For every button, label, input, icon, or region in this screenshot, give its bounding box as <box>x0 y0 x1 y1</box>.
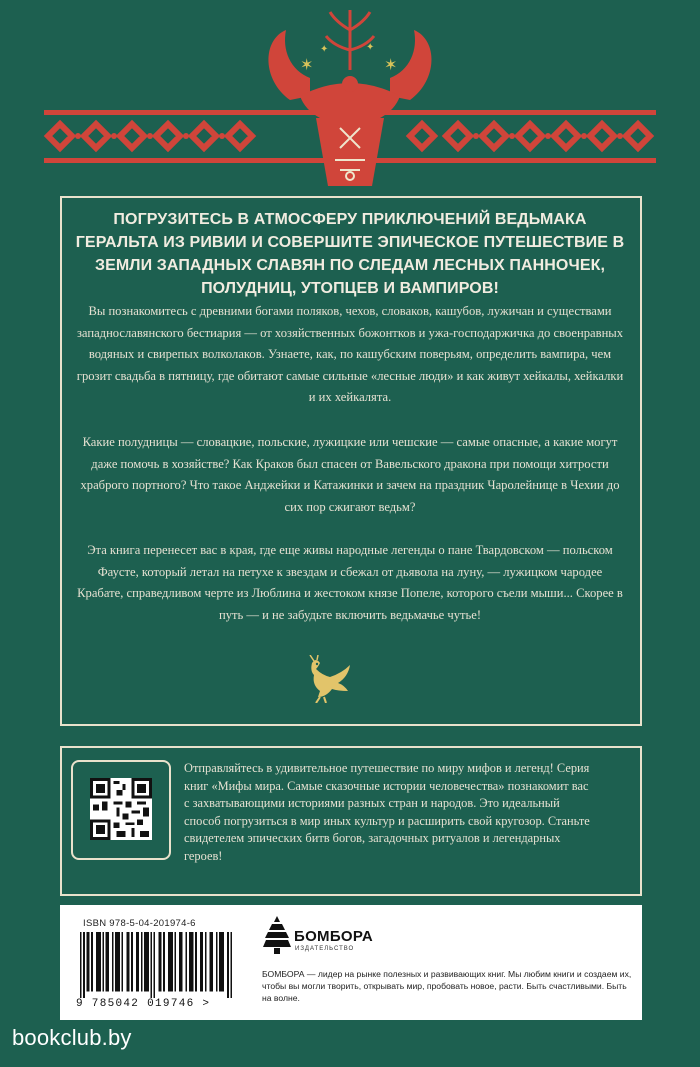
firebird-icon <box>298 655 354 703</box>
description-paragraph-2: Какие полудницы — словацкие, польские, лужицкие или чешские — самые опасные, а какие могут даже помочь в хозяйстве? Как Краков был спасен от Вавельского дракона при помощи хитрости храброго портного? Что такое Анджейки и Катажинки и зачем на праздник Чаролейнице в Чехии до сих пор сжигают ведьм? <box>80 435 620 514</box>
series-description: Отправляйтесь в удивительное путешествие по миру мифов и легенд! Серия книг «Мифы мира. Самые сказочные истории человечества» познакомит вас с захватывающими историями разных стран и народов. Это идеальный способ погрузиться в мир иных культур и расширить свой кругозор. Станьте свидетелем эпических битв богов, загадочных ритуалов и легендарных героев! <box>184 761 590 863</box>
qr-code[interactable] <box>90 778 152 840</box>
publisher-description: БОМБОРА — лидер на рынке полезных и развивающих книг. Мы любим книги и создаем их, чтобы вы могли творить, открывать мир, пробовать новое, расти. Быть счастливыми. Быть на волне. <box>262 969 632 1003</box>
publisher-name: БОМБОРА <box>294 928 374 945</box>
description-paragraph-1: Вы познакомитесь с древними богами поляков, чехов, словаков, кашубов, лужичан и существами западнославянского бестиария — от хозяйственных божонтков и ужа-господаржичка до своенравных водяных и свирепых волколаков. Узнаете, как, по кашубским поверьям, определить вампира, чем грозит свадьба в пятницу, где обитают самые сильные «лесные люди» и как живут хейкалы, хейкалки и их хейкалята. <box>76 304 624 404</box>
site-watermark: bookclub.by <box>12 1025 132 1050</box>
svg-text:✦: ✦ <box>366 42 375 53</box>
isbn-label: ISBN 978-5-04-201974-6 <box>83 918 196 929</box>
svg-text:✦: ✦ <box>320 44 329 55</box>
svg-text:✶: ✶ <box>300 55 314 74</box>
publisher-subtitle: ИЗДАТЕЛЬСТВО <box>295 946 355 952</box>
folk-ornament-header <box>0 0 700 190</box>
svg-text:✶: ✶ <box>384 55 398 74</box>
cover-heading: ПОГРУЗИТЕСЬ В АТМОСФЕРУ ПРИКЛЮЧЕНИЙ ВЕДЬМАКА ГЕРАЛЬТА ИЗ РИВИИ И СОВЕРШИТЕ ЭПИЧЕСКОЕ ПУТЕШЕСТВИЕ В ЗЕМЛИ ЗАПАДНЫХ СЛАВЯН ПО СЛЕДАМ ЛЕСНЫХ ПАННОЧЕК, ПОЛУДНИЦ, УТОПЦЕВ И ВАМПИРОВ! <box>75 211 625 297</box>
description-paragraph-3: Эта книга перенесет вас в края, где еще живы народные легенды о пане Твардовском — польском Фаусте, который летал на петухе к звездам и сбежал от дьявола на луну, — лужицком чародее Крабате, справедливом черте из Люблина и жестоком князе Попеле, которого съели мыши... Скорее в путь — и не забудьте включить ведьмачье чутье! <box>77 543 623 622</box>
bombora-logo-icon <box>262 916 292 956</box>
barcode <box>80 932 232 998</box>
barcode-digits: 9 785042 019746 > <box>76 998 211 1010</box>
